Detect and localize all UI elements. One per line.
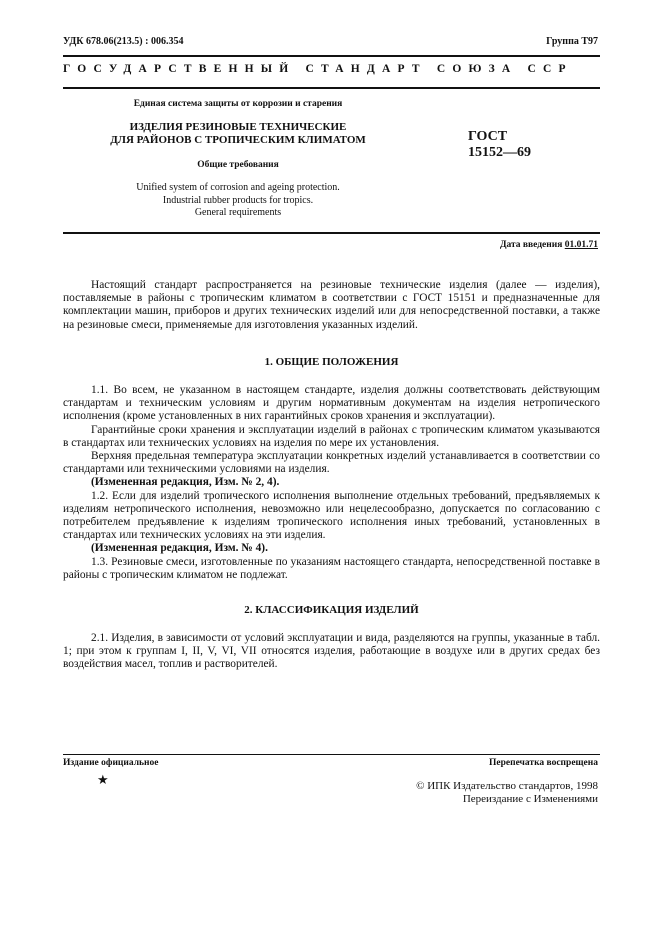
section-1-heading: 1. ОБЩИЕ ПОЛОЖЕНИЯ xyxy=(264,356,399,368)
reissue-notice: Переиздание с Изменениями xyxy=(462,793,598,805)
gost-designation xyxy=(468,129,531,161)
clause-1-1: 1.1. Во всем, не указанном в настоящем стандарте, изделия должны соответствовать действующим стандартам и техническим условиям и другим нормативным документам на изделия нетропического исполнения (кроме установленных в них гарантийных сроков хранения и эксплуатации). xyxy=(63,384,600,423)
copyright-notice: © ИПК Издательство стандартов, 1998 xyxy=(416,780,598,792)
udk-code: УДК 678.06(213.5) : 006.354 xyxy=(63,36,184,47)
document-title xyxy=(63,121,413,146)
clause-1-1-warranty: Гарантийные сроки хранения и эксплуатации изделий в районах с тропическим климатом указываются в стандартах или технических условиях на изделия по мере их установления. xyxy=(63,423,600,449)
english-line-2: Industrial rubber products for tropics. xyxy=(162,194,314,206)
section-2-heading: 2. КЛАССИФИКАЦИЯ ИЗДЕЛИЙ xyxy=(244,604,419,616)
clause-1-3: 1.3. Резиновые смеси, изготовленные по указаниям настоящего стандарта, непосредственной поставке в районы с тропическим климатом не подлежат. xyxy=(63,555,600,581)
section-1-body xyxy=(63,384,600,582)
footer-rule xyxy=(63,754,600,755)
gost-number: 15152—69 xyxy=(468,145,531,160)
title-rule xyxy=(63,232,600,234)
intro-date-label: Дата введения xyxy=(499,240,563,250)
amendment-note-1: (Измененная редакция, Изм. № 2, 4). xyxy=(91,476,280,489)
title-line-2: ДЛЯ РАЙОНОВ С ТРОПИЧЕСКИМ КЛИМАТОМ xyxy=(110,133,366,146)
star-icon: ★ xyxy=(97,772,109,787)
system-name: Единая система защиты от коррозии и старения xyxy=(133,99,343,109)
english-line-3: General requirements xyxy=(194,207,282,218)
official-edition: Издание официальное xyxy=(63,758,159,768)
top-rule xyxy=(63,55,600,57)
intro-paragraph: Настоящий стандарт распространяется на резиновые технические изделия (далее — изделия), поставляемые в районы с тропическим климатом в соответствии с ГОСТ 15151 и предназначенные для комплектации машин, приборов и других технических изделий или для непосредственной поставки, а также на резиновые смеси, применяемые для изготовления указанных изделий. xyxy=(63,279,600,331)
clause-1-2: 1.2. Если для изделий тропического исполнения выполнение отдельных требований, предъявляемых к изделиям нетропического исполнения, невозможно или нецелесообразно, допускается по согласованию с потребителем предъявление к изделиям тропического исполнения иных требований, установленных в стандартах или технических условиях на эти изделия. xyxy=(63,489,600,542)
state-standard-banner: ГОСУДАРСТВЕННЫЙ СТАНДАРТ СОЮЗА ССР xyxy=(63,63,573,75)
document-subtitle: Общие требования xyxy=(197,160,279,170)
intro-date xyxy=(500,240,598,250)
intro-date-value: 01.01.71 xyxy=(564,240,598,250)
gost-label: ГОСТ xyxy=(468,129,508,144)
english-line-1: Unified system of corrosion and ageing protection. xyxy=(136,182,340,193)
english-title xyxy=(63,182,413,220)
reprint-prohibited: Перепечатка воспрещена xyxy=(488,758,598,768)
clause-1-1-temperature: Верхняя предельная температура эксплуатации конкретных изделий устанавливается в соответствии со стандартами или техническими условиями на изделия. xyxy=(63,450,600,476)
publisher-block xyxy=(416,780,598,806)
clause-2-1: 2.1. Изделия, в зависимости от условий эксплуатации и вида, разделяются на группы, указанные в табл. 1; при этом к группам I, II, V, VI, VII относятся изделия, работающие в воздухе или в других средах без воздействия масел, топлив и растворителей. xyxy=(63,632,600,671)
banner-rule xyxy=(63,87,600,89)
amendment-note-2: (Измененная редакция, Изм. № 4). xyxy=(91,542,268,555)
title-line-1: ИЗДЕЛИЯ РЕЗИНОВЫЕ ТЕХНИЧЕСКИЕ xyxy=(129,121,347,133)
section-2-body xyxy=(63,632,600,672)
group-code: Группа Т97 xyxy=(546,36,598,47)
intro-block xyxy=(63,279,600,332)
